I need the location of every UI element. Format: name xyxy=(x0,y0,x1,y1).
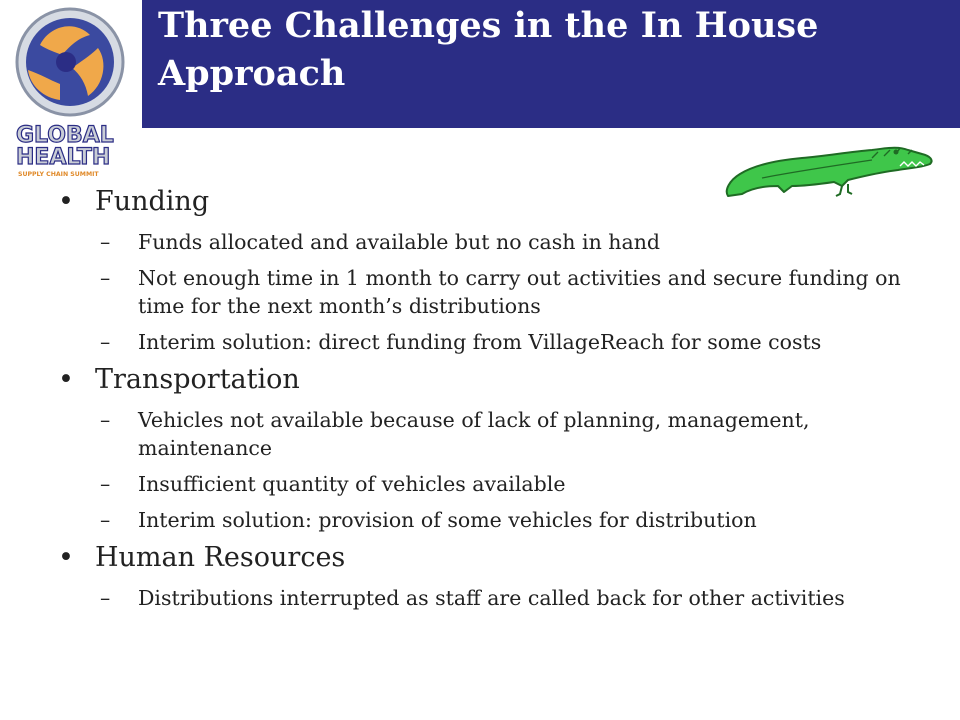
bullet-label: Human Resources xyxy=(95,542,346,573)
sub-bullet: – Vehicles not available because of lack of planning, management, maintenance xyxy=(100,408,810,460)
bullet-label: Transportation xyxy=(95,364,300,395)
sub-bullet: – Interim solution: direct funding from VillageReach for some costs xyxy=(100,330,822,354)
logo-text-health: HEALTH xyxy=(16,145,111,170)
slide-body xyxy=(58,184,938,612)
sub-bullet: – Interim solution: provision of some vehicles for distribution xyxy=(100,508,757,532)
sub-bullet: – Funds allocated and available but no cash in hand xyxy=(100,230,661,254)
sub-bullet-text: Vehicles not available because of lack of planning, management, maintenance xyxy=(138,408,810,460)
sub-bullet: – Insufficient quantity of vehicles available xyxy=(100,472,566,496)
bullet-human-resources xyxy=(58,540,938,612)
slide-title-line-1: Three Challenges in the In House xyxy=(158,5,819,46)
bullet-dot: • xyxy=(58,364,74,395)
logo-text-global: GLOBAL xyxy=(16,123,114,148)
sub-bullet-text: Funds allocated and available but no cash in hand xyxy=(138,230,661,254)
logo-text-summit: SUPPLY CHAIN SUMMIT xyxy=(18,171,99,178)
sub-bullet: – Not enough time in 1 month to carry out activities and secure funding on time for the next month’s distributions xyxy=(100,266,901,318)
slide-title xyxy=(158,2,918,98)
slide-title-line-2: Approach xyxy=(158,53,346,94)
sub-bullet-text: Not enough time in 1 month to carry out activities and secure funding on time for the next month’s distributions xyxy=(138,266,901,318)
bullet-dot: • xyxy=(58,542,74,573)
global-health-logo xyxy=(0,0,142,185)
sub-bullet-text: Distributions interrupted as staff are called back for other activities xyxy=(138,586,845,610)
sub-bullet-text: Insufficient quantity of vehicles available xyxy=(138,472,566,496)
sub-bullet-text: Interim solution: provision of some vehicles for distribution xyxy=(138,508,757,532)
sub-bullet: – Distributions interrupted as staff are called back for other activities xyxy=(100,586,845,610)
bullet-label: Funding xyxy=(95,186,210,217)
bullet-funding xyxy=(58,184,938,356)
bullet-transportation xyxy=(58,362,938,534)
bullet-dot: • xyxy=(58,186,74,217)
sub-bullet-text: Interim solution: direct funding from VillageReach for some costs xyxy=(138,330,822,354)
